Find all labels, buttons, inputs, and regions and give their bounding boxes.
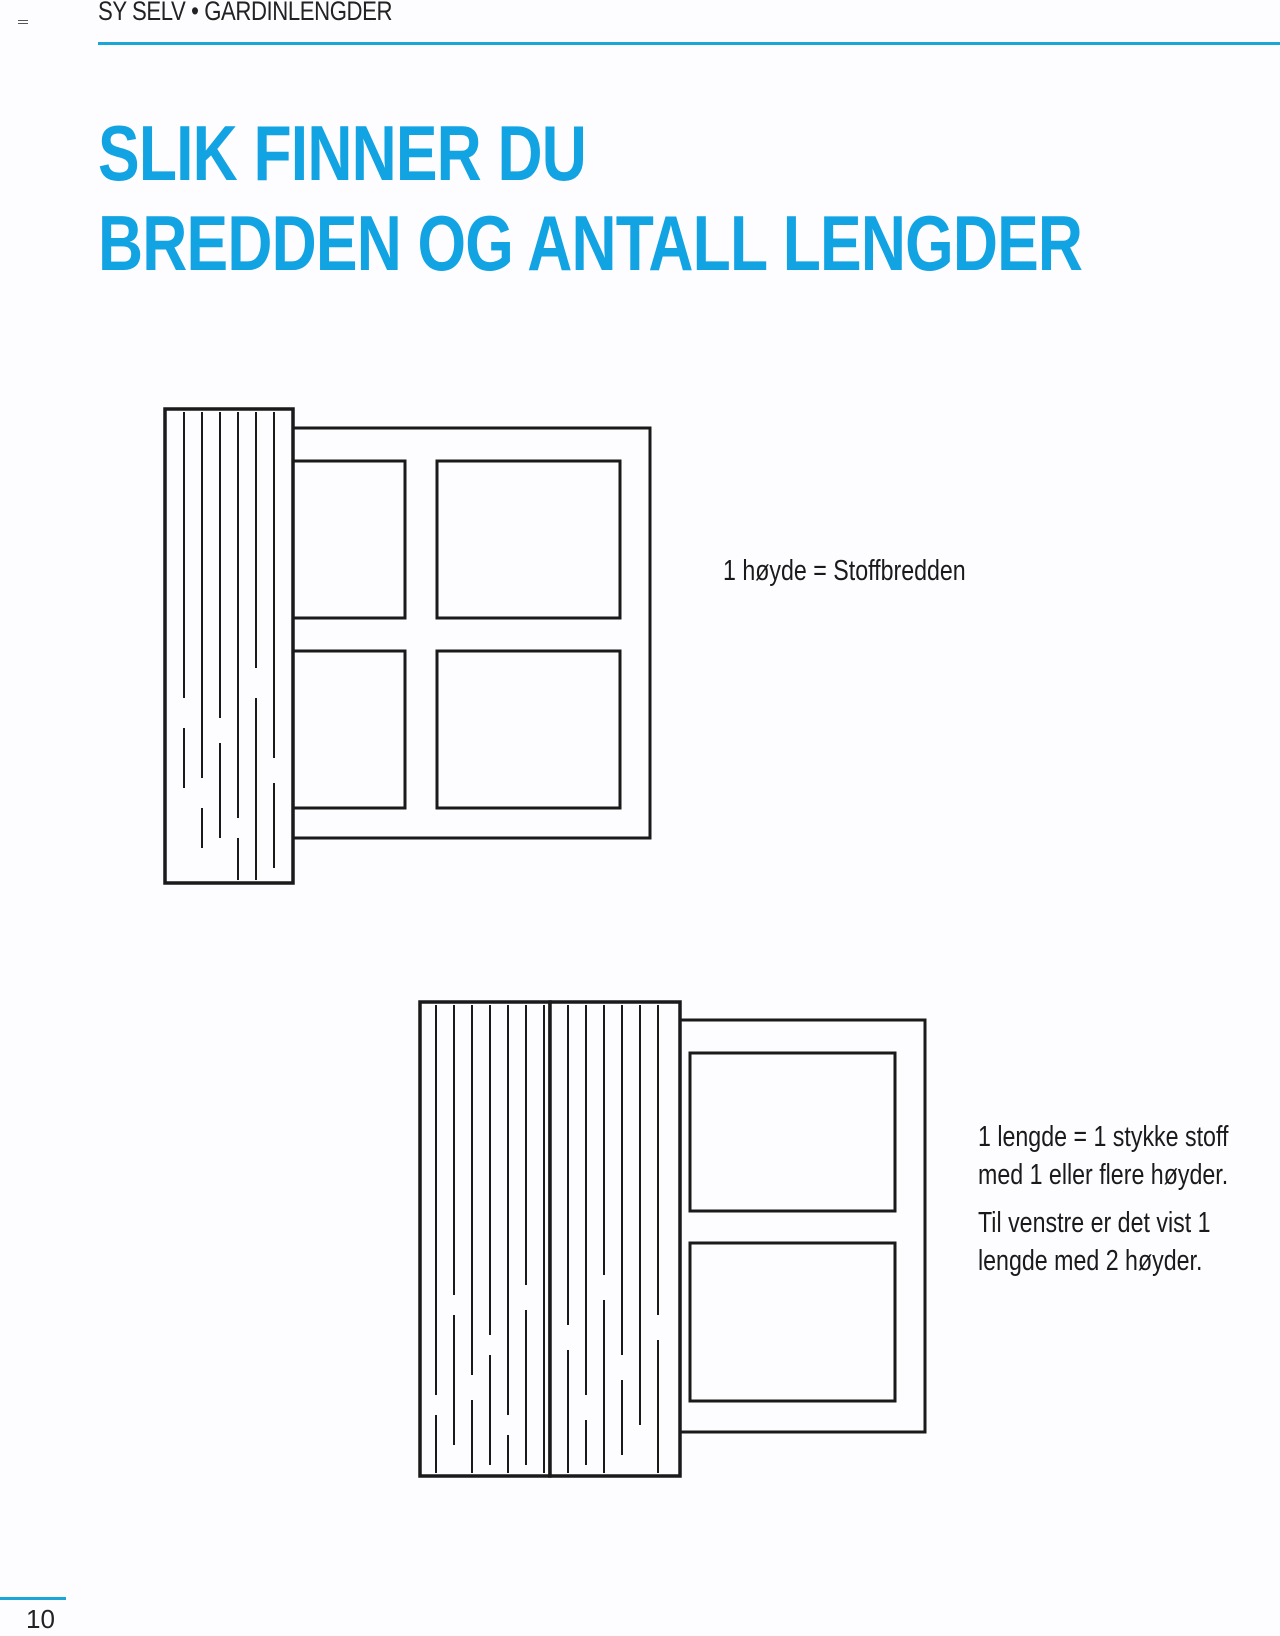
- caption-2-definition: [978, 1118, 1228, 1194]
- running-head: SY SELV • GARDINLENGDER: [98, 0, 393, 26]
- caption-1-text: 1 høyde = Stoffbredden: [723, 555, 966, 587]
- page-number: 10: [26, 1604, 55, 1634]
- caption-2-line-1: 1 lengde = 1 stykke stoff: [978, 1121, 1229, 1153]
- footer-divider: [0, 1597, 66, 1600]
- page-title-line-2: BREDDEN OG ANTALL LENGDER: [98, 199, 1083, 287]
- window-frame: [675, 1020, 925, 1432]
- caption-2-line-4: lengde med 2 høyder.: [978, 1245, 1203, 1277]
- window-with-curtain-2-heights-illustration: [410, 995, 930, 1485]
- window-pane: [437, 651, 620, 808]
- window-with-curtain-1-height-illustration: [150, 398, 680, 893]
- curtain-height-2: [550, 1002, 680, 1476]
- caption-2-line-3: Til venstre er det vist 1: [978, 1207, 1211, 1239]
- window-pane: [690, 1243, 895, 1401]
- page-title-line-1: SLIK FINNER DU: [98, 109, 586, 197]
- caption-2-line-2: med 1 eller flere høyder.: [978, 1159, 1229, 1191]
- header-divider: [98, 42, 1280, 45]
- window-frame: [275, 428, 650, 838]
- hamburger-menu-icon[interactable]: [18, 20, 28, 26]
- page-title: [98, 108, 1082, 288]
- caption-2-note: [978, 1204, 1228, 1280]
- window-pane: [690, 1053, 895, 1211]
- caption-1: [723, 552, 966, 590]
- caption-2: [978, 1118, 1228, 1280]
- window-pane: [437, 461, 620, 618]
- curtain-height-1: [420, 1002, 550, 1476]
